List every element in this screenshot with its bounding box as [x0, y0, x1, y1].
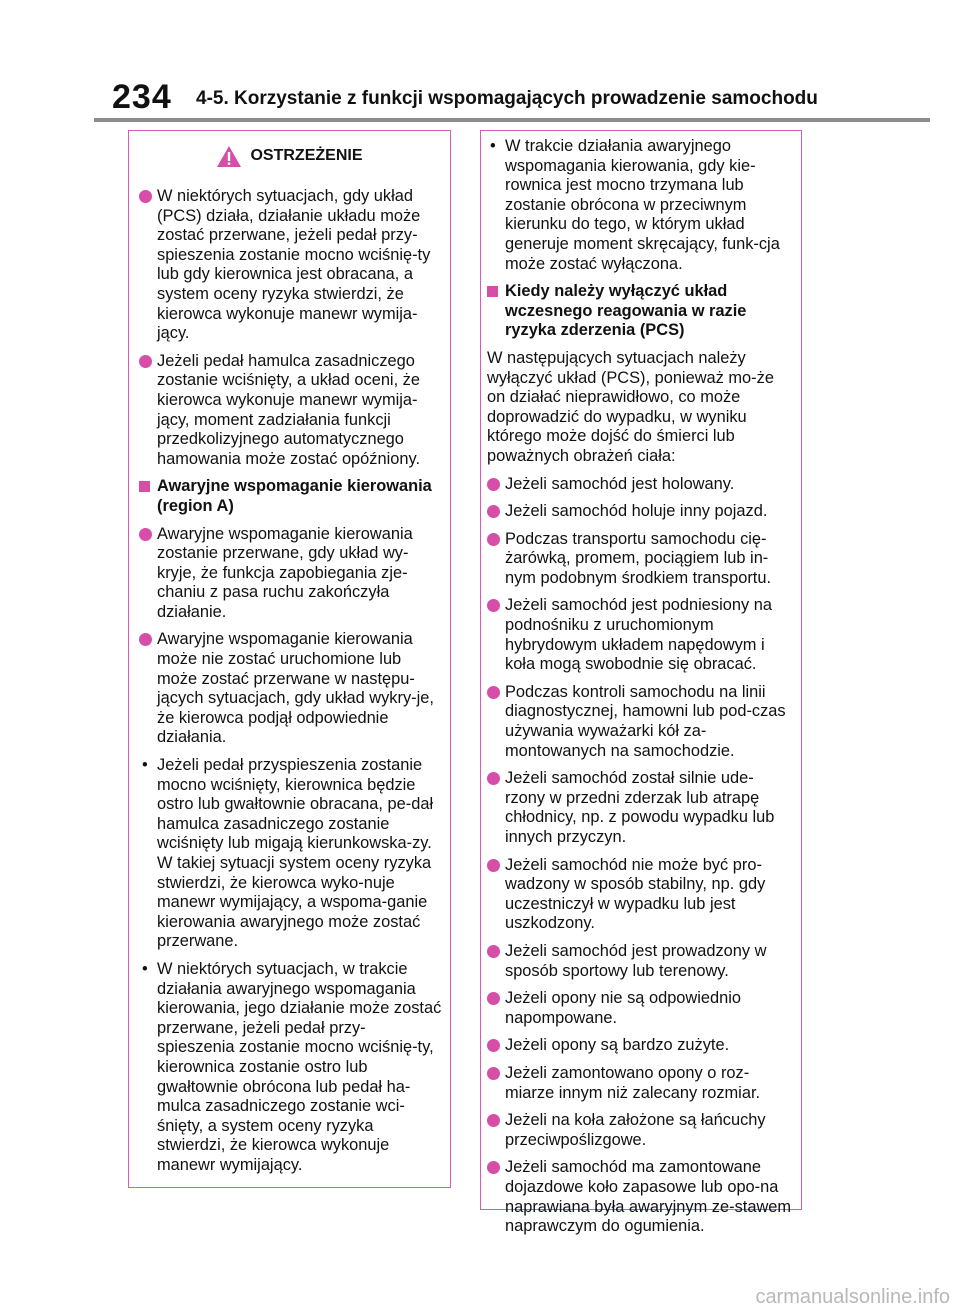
bullet-icon	[139, 190, 152, 203]
warning-header	[129, 137, 450, 175]
list-item: Jeżeli na koła założone są łańcuchy przeciwpoślizgowe.	[487, 1111, 793, 1150]
bullet-icon	[487, 992, 500, 1005]
list-item: Jeżeli samochód jest podniesiony na podnośniku z uruchomionym hybrydowym układem napędowym i koła mogą swobodnie się obracać.	[487, 596, 793, 674]
warning-box-left	[128, 130, 451, 1188]
list-item: Podczas transportu samochodu cię-żarówką, promem, pociągiem lub in-nym podobnym środkiem transportu.	[487, 530, 793, 589]
dot-bullet-icon: •	[490, 137, 496, 155]
bullet-icon	[487, 1067, 500, 1080]
list-item: Jeżeli opony są bardzo zużyte.	[487, 1036, 793, 1056]
square-bullet-icon	[487, 286, 498, 297]
right-content	[481, 131, 801, 1237]
section-heading: Kiedy należy wyłączyć układ wczesnego reagowania w razie ryzyka zderzenia (PCS)	[487, 282, 793, 341]
list-item: Awaryjne wspomaganie kierowania zostanie przerwane, gdy układ wy-kryje, że funkcja zapobiegania zje-chaniu z pasa ruchu zakończyła działanie.	[139, 525, 442, 623]
bullet-icon	[487, 1114, 500, 1127]
warning-box-right	[480, 130, 802, 1236]
page-header	[94, 78, 930, 118]
warning-triangle-icon	[216, 145, 242, 168]
list-item: Awaryjne wspomaganie kierowania może nie zostać uruchomione lub może zostać przerwane w następu-jących sytuacjach, gdy układ wykry-je, że kierowca podjął odpowiednie działania.	[139, 630, 442, 748]
section-heading: Awaryjne wspomaganie kierowania (region A)	[139, 477, 442, 516]
list-item: Jeżeli opony nie są odpowiednio napompowane.	[487, 989, 793, 1028]
bullet-icon	[139, 528, 152, 541]
watermark: carmanualsonline.info	[755, 1286, 950, 1308]
chapter-title: 4-5. Korzystanie z funkcji wspomagających prowadzenie samochodu	[196, 88, 818, 109]
bullet-icon	[139, 633, 152, 646]
bullet-icon	[139, 355, 152, 368]
list-item: W niektórych sytuacjach, gdy układ (PCS) działa, działanie układu może zostać przerwane, jeżeli pedał przy-spieszenia zostanie mocno wciśnię-ty lub gdy kierownica jest obracana, a system oceny ryzyka stwierdzi, że kierowca wykonuje manewr wymija-jący.	[139, 187, 442, 344]
bullet-icon	[487, 945, 500, 958]
list-item: Podczas kontroli samochodu na linii diagnostycznej, hamowni lub pod-czas używania wyważarki kół za-montowanych na samochodzie.	[487, 683, 793, 761]
list-item: Jeżeli samochód jest holowany.	[487, 475, 793, 495]
header-rule	[94, 118, 930, 122]
list-item: Jeżeli samochód został silnie ude-rzony w przedni zderzak lub atrapę chłodnicy, np. z powodu wypadku lub innych przyczyn.	[487, 769, 793, 847]
intro-paragraph: W następujących sytuacjach należy wyłączyć układ (PCS), ponieważ mo-że on działać nieprawidłowo, co może doprowadzić do wypadku, w wyniku którego może dojść do śmierci lub poważnych obrażeń ciała:	[487, 348, 774, 465]
dot-bullet-icon: •	[142, 959, 148, 978]
page-number: 234	[112, 78, 172, 116]
bullet-icon	[487, 599, 500, 612]
list-item: Jeżeli pedał hamulca zasadniczego zostanie wciśnięty, a układ oceni, że kierowca wykonuje manewr wymija-jący, moment zadziałania funkcji przedkolizyjnego automatycznego hamowania może zostać opóźniony.	[139, 352, 442, 470]
list-item: Jeżeli samochód jest prowadzony w sposób sportowy lub terenowy.	[487, 942, 793, 981]
bullet-icon	[487, 772, 500, 785]
list-item: Jeżeli samochód nie może być pro-wadzony w sposób stabilny, np. gdy uczestniczył w wypadku lub jest uszkodzony.	[487, 856, 793, 934]
bullet-icon	[487, 478, 500, 491]
list-item: Jeżeli samochód ma zamontowane dojazdowe koło zapasowe lub opo-na naprawiana była awaryjnym ze-stawem naprawczym do ogumienia.	[487, 1158, 793, 1236]
square-bullet-icon	[139, 481, 150, 492]
left-content	[129, 175, 450, 1176]
dash-item: • W niektórych sytuacjach, w trakcie działania awaryjnego wspomagania kierowania, jego działanie może zostać przerwane, jeżeli pedał przy-spieszenia zostanie mocno wciśnię-ty, kierownica zostanie ostro lub gwałtownie obrócona lub pedał ha-mulca zasadniczego zostanie wci-śnięty, a system oceny ryzyka stwierdzi, że kierowca wykonuje manewr wymijający.	[142, 959, 442, 1174]
dot-bullet-icon: •	[142, 756, 148, 775]
list-item: Jeżeli zamontowano opony o roz-miarze innym niż zalecany rozmiar.	[487, 1064, 793, 1103]
bullet-icon	[487, 505, 500, 518]
list-item: Jeżeli samochód holuje inny pojazd.	[487, 502, 793, 522]
bullet-icon	[487, 1161, 500, 1174]
warning-title: OSTRZEŻENIE	[250, 147, 363, 164]
bullet-icon	[487, 533, 500, 546]
bullet-icon	[487, 859, 500, 872]
dash-item: • W trakcie działania awaryjnego wspomagania kierowania, gdy kie-rownica jest mocno trzymana lub zostanie obrócona w przeciwnym kierunku do tego, w którym układ generuje moment skręcający, funk-cja może zostać wyłączona.	[490, 137, 780, 273]
dash-item: • Jeżeli pedał przyspieszenia zostanie mocno wciśnięty, kierownica będzie ostro lub gwałtownie obracana, pe-dał hamulca zasadniczego zostanie wciśnięty lub migają kierunkowska-zy. W takiej sytuacji system oceny ryzyka stwierdzi, że kierowca wyko-nuje manewr wymijający, a wspoma-ganie kierowania awaryjnego może zostać przerwane.	[142, 756, 434, 951]
bullet-icon	[487, 1039, 500, 1052]
bullet-icon	[487, 686, 500, 699]
